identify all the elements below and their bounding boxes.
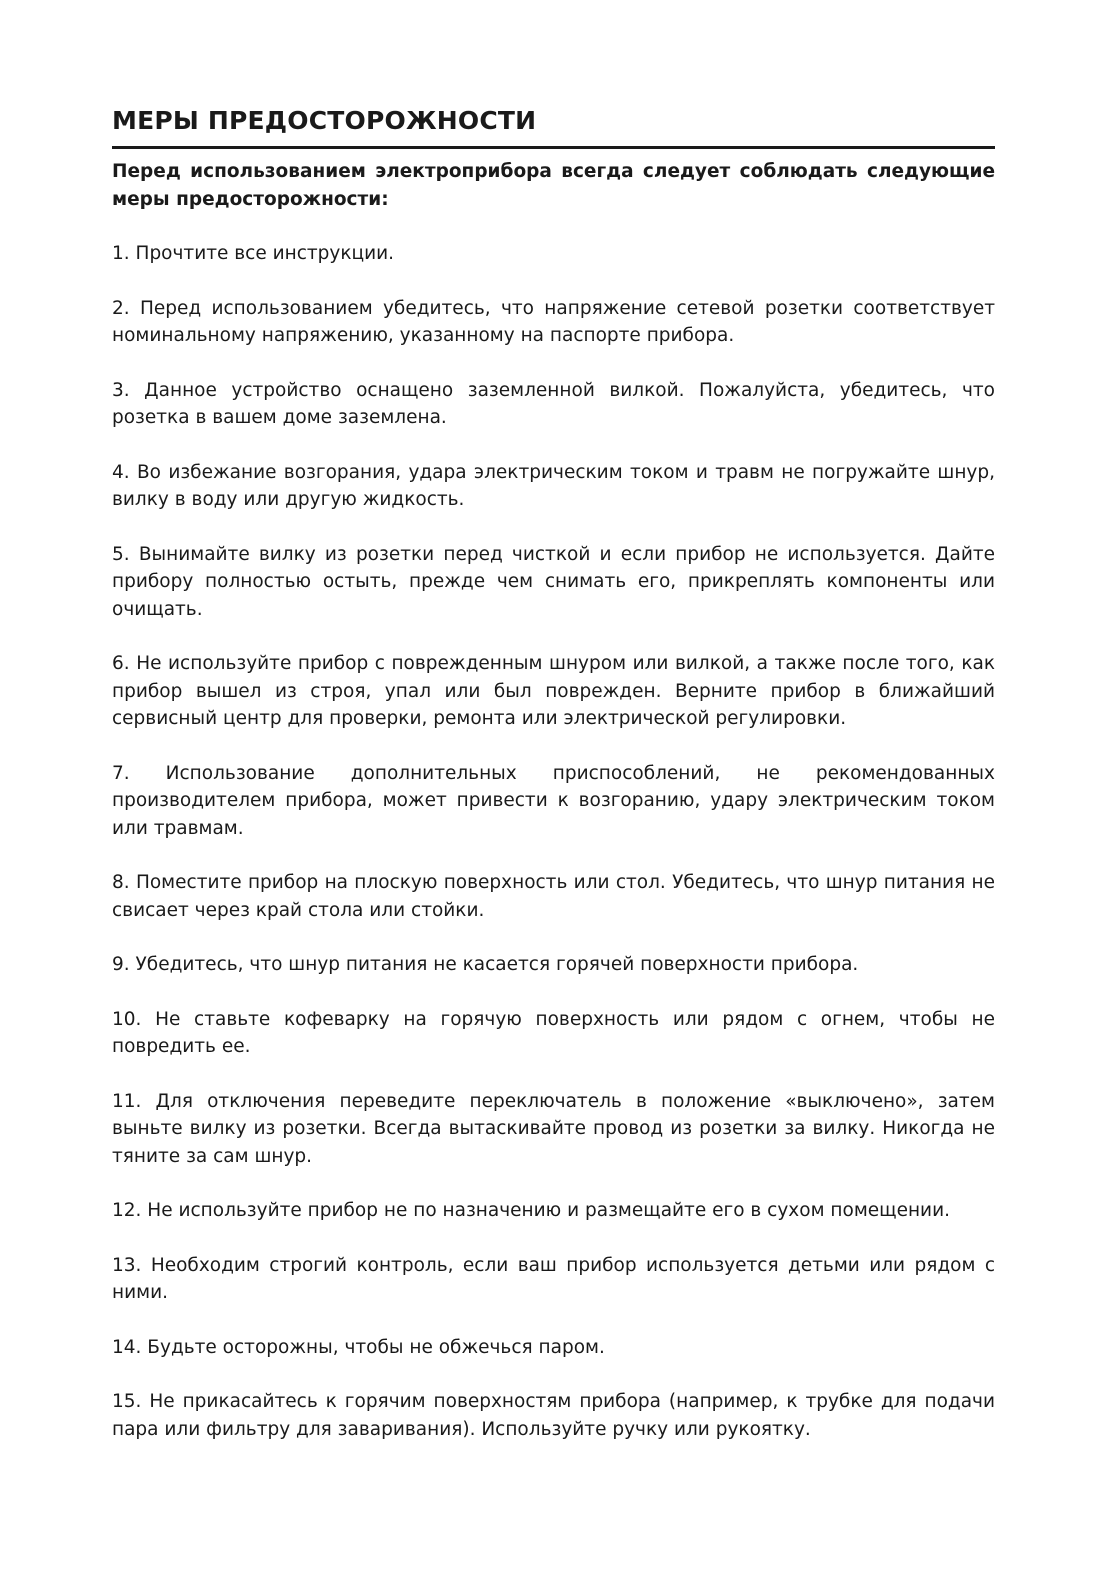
precaution-item-10: 10. Не ставьте кофеварку на горячую поверхность или рядом с огнем, чтобы не повредить ее. bbox=[112, 1008, 995, 1057]
precaution-item-13: 13. Необходим строгий контроль, если ваш прибор используется детьми или рядом с ними. bbox=[112, 1254, 995, 1303]
precaution-item-12: 12. Не используйте прибор не по назначению и размещайте его в сухом помещении. bbox=[112, 1200, 950, 1221]
precaution-item-5: 5. Вынимайте вилку из розетки перед чисткой и если прибор не используется. Дайте прибору полностью остыть, прежде чем снимать его, прикреплять компоненты или очищать. bbox=[112, 543, 995, 620]
precaution-item-2: 2. Перед использованием убедитесь, что напряжение сетевой розетки соответствует номинальному напряжению, указанному на паспорте прибора. bbox=[112, 297, 995, 346]
precaution-item-7: 7. Использование дополнительных приспособлений, не рекомендованных производителем прибора, может привести к возгоранию, удару электрическим током или травмам. bbox=[112, 762, 995, 839]
precautions-list bbox=[112, 240, 995, 1443]
precaution-item-4: 4. Во избежание возгорания, удара электрическим током и травм не погружайте шнур, вилку в воду или другую жидкость. bbox=[112, 461, 995, 510]
precaution-item-15: 15. Не прикасайтесь к горячим поверхностям прибора (например, к трубке для подачи пара или фильтру для заваривания). Используйте ручку или рукоятку. bbox=[112, 1391, 995, 1440]
precaution-item-3: 3. Данное устройство оснащено заземленной вилкой. Пожалуйста, убедитесь, что розетка в вашем доме заземлена. bbox=[112, 379, 995, 428]
precaution-item-14: 14. Будьте осторожны, чтобы не обжечься паром. bbox=[112, 1336, 605, 1358]
precaution-item-6: 6. Не используйте прибор с поврежденным шнуром или вилкой, а также после того, как прибор вышел из строя, упал или был поврежден. Верните прибор в ближайший сервисный центр для проверки, ремонта или электрической регулировки. bbox=[112, 653, 995, 729]
document-page bbox=[112, 104, 995, 1443]
precaution-item-1: 1. Прочтите все инструкции. bbox=[112, 243, 395, 264]
page-title: МЕРЫ ПРЕДОСТОРОЖНОСТИ bbox=[112, 106, 537, 135]
precaution-item-8: 8. Поместите прибор на плоскую поверхность или стол. Убедитесь, что шнур питания не свисает через край стола или стойки. bbox=[112, 872, 995, 921]
precaution-item-11: 11. Для отключения переведите переключатель в положение «выключено», затем выньте вилку из розетки. Всегда вытаскивайте провод из розетки за вилку. Никогда не тяните за сам шнур. bbox=[112, 1090, 995, 1167]
title-divider bbox=[112, 146, 995, 149]
precaution-item-9: 9. Убедитесь, что шнур питания не касается горячей поверхности прибора. bbox=[112, 954, 859, 975]
intro-paragraph: Перед использованием электроприбора всегда следует соблюдать следующие меры предосторожности: bbox=[112, 161, 995, 210]
